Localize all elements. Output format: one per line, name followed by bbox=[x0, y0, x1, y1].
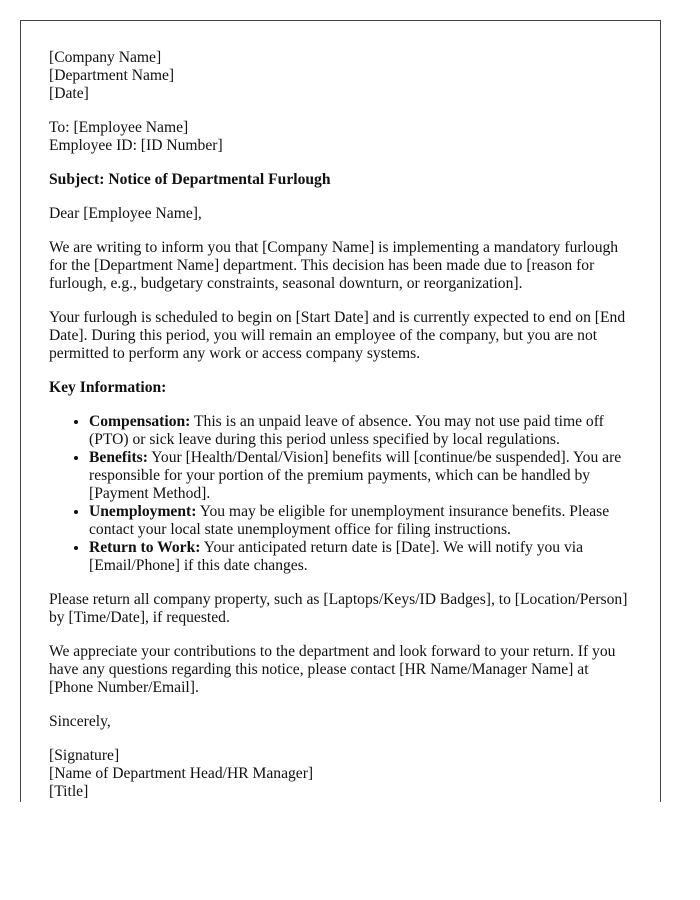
item-text: You may be eligible for unemployment insurance benefits. Please contact your local state unemployment office for filing instructions. bbox=[89, 503, 610, 538]
paragraph-property: Please return all company property, such as [Laptops/Keys/ID Badges], to [Location/Person] by [Time/Date], if requested. bbox=[49, 591, 628, 626]
recipient-to: To: [Employee Name] bbox=[49, 119, 189, 136]
letter bbox=[20, 20, 661, 802]
item-text: Your [Health/Dental/Vision] benefits will [continue/be suspended]. You are responsible for your portion of the premium payments, which can be handled by [Payment Method]. bbox=[89, 449, 622, 502]
item-text: This is an unpaid leave of absence. You may not use paid time off (PTO) or sick leave during this period unless specified by local regulations. bbox=[89, 413, 604, 448]
subject-line: Subject: Notice of Departmental Furlough bbox=[49, 171, 331, 188]
paragraph-appreciation: We appreciate your contributions to the department and look forward to your return. If you have any questions regarding this notice, please contact [HR Name/Manager Name] at [Phone Number/Email]. bbox=[49, 643, 616, 696]
employee-id: Employee ID: [ID Number] bbox=[49, 137, 223, 154]
item-label: Return to Work: bbox=[89, 539, 201, 556]
company-name: [Company Name] bbox=[49, 49, 162, 66]
list-item bbox=[89, 449, 631, 503]
signature: [Signature] bbox=[49, 747, 120, 764]
item-label: Compensation: bbox=[89, 413, 191, 430]
list-item bbox=[89, 539, 631, 575]
paragraph-intro: We are writing to inform you that [Company Name] is implementing a mandatory furlough for the [Department Name] department. This decision has been made due to [reason for furlough, e.g., budgetary constraints, seasonal downturn, or reorganization]. bbox=[49, 239, 619, 292]
item-text: Your anticipated return date is [Date]. We will notify you via [Email/Phone] if this date changes. bbox=[89, 539, 584, 574]
signer-title: [Title] bbox=[49, 783, 89, 800]
letter-date: [Date] bbox=[49, 85, 89, 102]
list-item bbox=[89, 413, 631, 449]
paragraph-schedule: Your furlough is scheduled to begin on [Start Date] and is currently expected to end on [End Date]. During this period, you will remain an employee of the company, but you are not permitted to perform any work or access company systems. bbox=[49, 309, 626, 362]
item-label: Benefits: bbox=[89, 449, 148, 466]
list-item bbox=[89, 503, 631, 539]
key-info-list bbox=[49, 413, 631, 575]
signer-name: [Name of Department Head/HR Manager] bbox=[49, 765, 314, 782]
key-info-heading: Key Information: bbox=[49, 379, 167, 396]
item-label: Unemployment: bbox=[89, 503, 197, 520]
letter-header bbox=[49, 49, 631, 103]
signature-block bbox=[49, 747, 631, 801]
department-name: [Department Name] bbox=[49, 67, 175, 84]
recipient-block bbox=[49, 119, 631, 155]
signoff: Sincerely, bbox=[49, 713, 111, 730]
salutation: Dear [Employee Name], bbox=[49, 205, 202, 222]
